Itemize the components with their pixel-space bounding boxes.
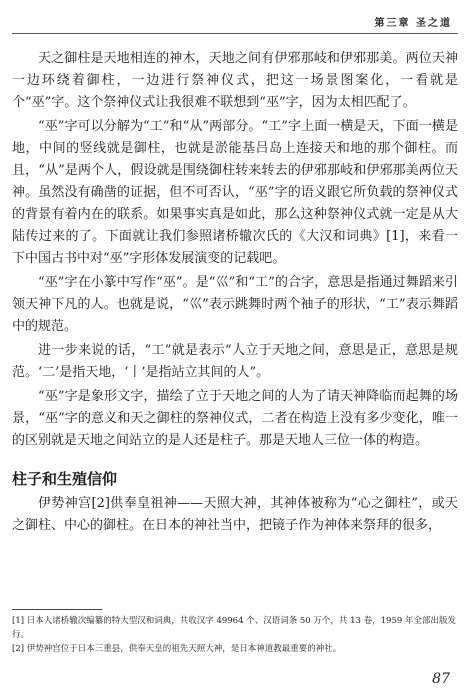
page-number: 87 [432,671,450,687]
section-paragraph: 伊势神宫[2]供奉皇祖神——天照大神，其神体被称为“心之御柱”，或天之御柱、中心的御柱。在日本的神社当中，把镜子作为神体来祭拜的很多， [12,496,458,533]
footnote-1: [1] 日本人诸桥辙次编纂的特大型汉和词典，共收汉字 49964 个、汉语词条 50 万个，共 13 卷，1959 年全部出版发行。 [12,616,456,640]
running-header: 第三章 圣之道 [374,18,452,29]
paragraph-2: “巫”字可以分解为“工”和“从”两部分。“工”字上面一横是天，下面一横是地，中间的竖线就是御柱，也就是淤能基吕岛上连接天和地的那个御柱。而且，“从”是两个人，假设就是围绕御柱转来转去的伊邪那岐和伊邪那美两位天神。虽然没有确凿的证据，但不可否认，“巫”字的语义跟它所负载的祭神仪式的背景有着内在的联系。如果事实真是如此，那么这种祭神仪式就一定是从大陆传过来的了。下面就让我们参照诸桥辙次氏的《大汉和词典》[1]，来看一下中国古书中对“巫”字形体发展演变的记载吧。 [12,119,458,266]
footnotes [12,614,458,656]
section-heading: 柱子和生殖信仰 [12,470,118,488]
paragraph-3: “巫”字在小篆中写作“巫”。是“巛”和“工”的合字，意思是指通过舞蹈来引领天神下凡的人。也就是说，“巛”表示跳舞时两个袖子的形状，“工”表示舞蹈中的规范。 [12,275,458,334]
paragraph-1: 天之御柱是天地相连的神木，天地之间有伊邪那岐和伊邪那美。两位天神一边环绕着御柱，一边进行祭神仪式，把这一场景图案化，一看就是个“巫”字。这个祭神仪式让我很难不联想到“巫”字，因为太相匹配了。 [12,51,458,110]
paragraph-5: “巫”字是象形文字，描绘了立于天地之间的人为了请天神降临而起舞的场景，“巫”字的意义和天之御柱的祭神仪式，二者在构造上没有多少变化，唯一的区别就是天地之间站立的是人还是柱子。那是天地人三位一体的构造。 [12,389,458,448]
header-rule [12,33,458,34]
body-text [12,48,458,539]
footnote-rule [12,609,102,610]
paragraph-4: 进一步来说的话，“工”就是表示“人立于天地之间，意思是正，意思是规范。‘二’是指天地，‘丨’是指站立其间的人”。 [12,343,458,380]
footnote-2: [2] 伊势神宫位于日本三重县，供奉天皇的祖先天照大神，是日本神道教最重要的神社。 [12,644,342,654]
